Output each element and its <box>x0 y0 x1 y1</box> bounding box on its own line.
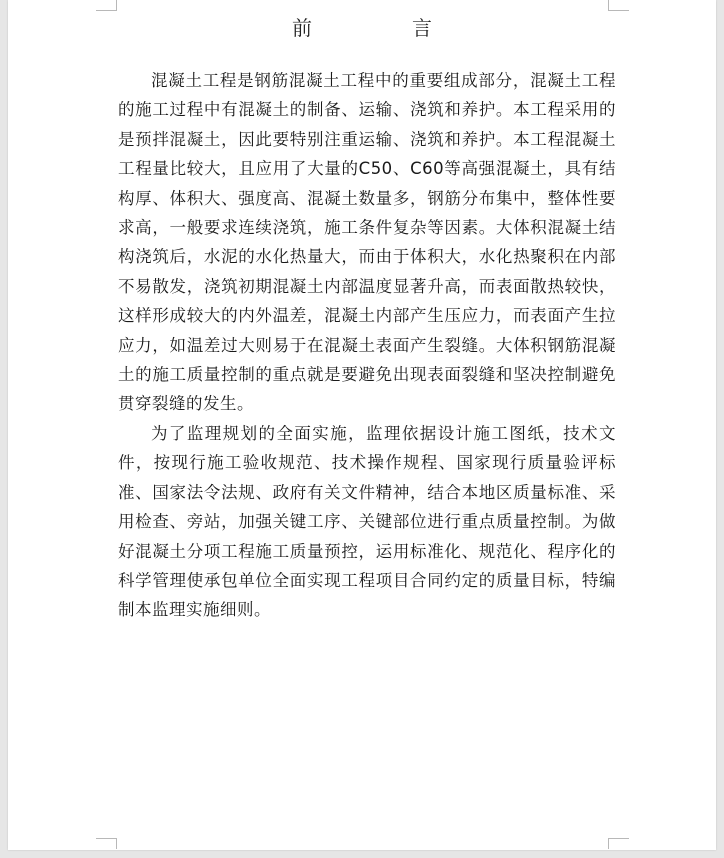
paragraph-2: 为了监理规划的全面实施，监理依据设计施工图纸，技术文件，按现行施工验收规范、技术操作规程、国家现行质量验评标准、国家法令法规、政府有关文件精神，结合本地区质量标准、采用检查、旁站，加强关键工序、关键部位进行重点质量控制。为做好混凝土分项工程施工质量预控，运用标准化、规范化、程序化的科学管理使承包单位全面实现工程项目合同约定的质量目标，特编制本监理实施细则。 <box>118 423 616 620</box>
document-title: 前 言 <box>292 16 472 40</box>
document-page <box>8 0 716 850</box>
crop-mark-top-right <box>608 0 629 11</box>
crop-mark-bottom-right <box>608 838 629 849</box>
crop-mark-top-left <box>96 0 117 11</box>
paragraph-1: 混凝土工程是钢筋混凝土工程中的重要组成部分，混凝土工程的施工过程中有混凝土的制备、运输、浇筑和养护。本工程采用的是预拌混凝土，因此要特别注重运输、浇筑和养护。本工程混凝土工程量比较大，且应用了大量的C50、C60等高强混凝土，具有结构厚、体积大、强度高、混凝土数量多，钢筋分布集中，整体性要求高，一般要求连续浇筑，施工条件复杂等因素。大体积混凝土结构浇筑后，水泥的水化热量大，而由于体积大，水化热聚积在内部不易散发，浇筑初期混凝土内部温度显著升高，而表面散热较快，这样形成较大的内外温差，混凝土内部产生压应力，而表面产生拉应力，如温差过大则易于在混凝土表面产生裂缝。大体积钢筋混凝土的施工质量控制的重点就是要避免出现表面裂缝和坚决控制避免贯穿裂缝的发生。 <box>118 71 616 414</box>
document-body[interactable] <box>118 66 616 625</box>
crop-mark-bottom-left <box>96 838 117 849</box>
